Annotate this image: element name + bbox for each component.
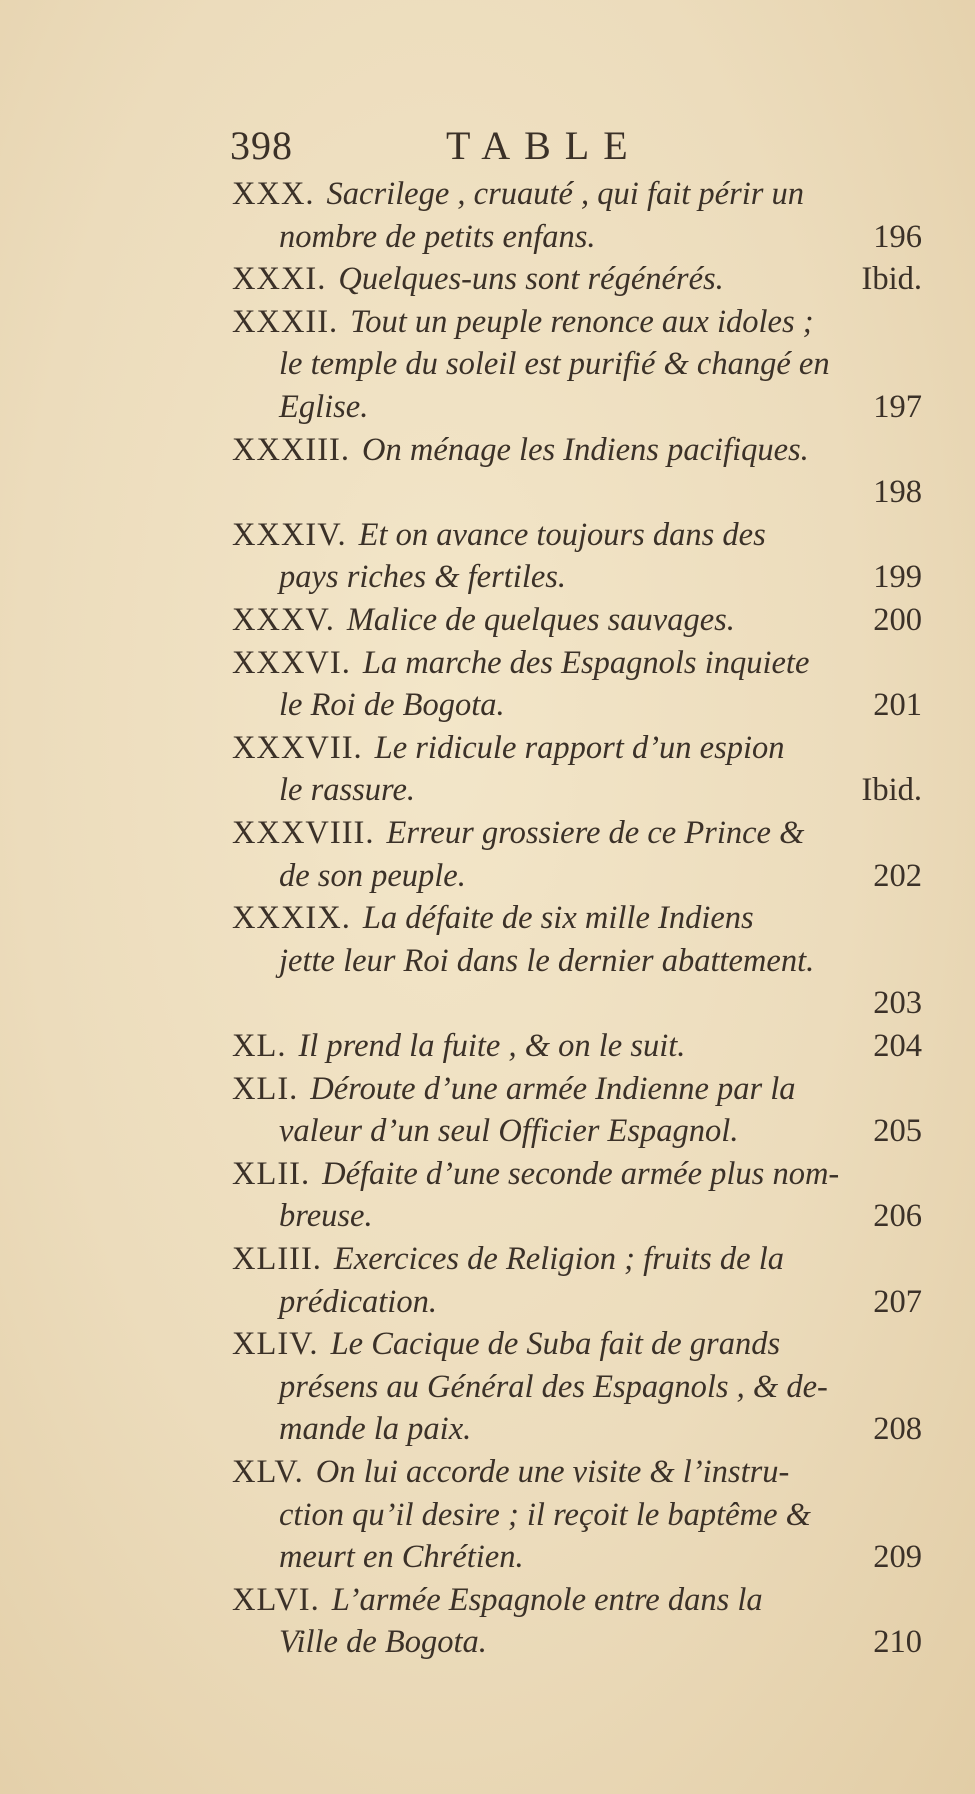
toc-continuation-line [279,472,922,512]
chapter-numeral: XXXIII. [232,431,351,468]
chapter-title-text: ction qu’il desire ; il reçoit le baptême & [279,1496,811,1533]
chapter-title-text: Malice de quelques sauvages. [346,602,735,638]
page-reference: 206 [873,1198,922,1235]
toc-continuation-line [279,557,922,597]
chapter-title-text: Quelques-uns sont régénérés. [338,261,724,298]
toc-continuation-line [279,856,922,896]
toc-continuation-line [279,1196,922,1236]
toc-continuation-line [279,685,922,725]
chapter-numeral: XLIV. [232,1326,319,1363]
chapter-numeral: XLII. [232,1155,311,1192]
toc-continuation-line [279,770,922,810]
chapter-numeral: XLI. [232,1070,299,1107]
page-reference: 205 [873,1113,922,1150]
toc-entry-line [232,1580,922,1620]
chapter-title-text: jette leur Roi dans le dernier abattement. [279,942,815,979]
chapter-title-text: On ménage les Indiens pacifiques. [362,431,809,468]
toc-continuation-line [279,1622,922,1662]
page-reference: 204 [873,1028,922,1064]
chapter-title-text: prédication. [279,1283,437,1320]
toc-entry-line [232,515,922,555]
toc-entry-line [232,1026,922,1066]
chapter-numeral: XLIII. [232,1241,322,1277]
toc-entry-line [232,430,922,470]
page-reference: 202 [873,857,922,894]
running-title: TABLE [446,123,642,168]
toc-entry-line [232,1069,922,1109]
toc-entry-line [232,728,922,768]
toc-entry-line [232,174,922,214]
chapter-numeral: XXXV. [232,602,335,638]
toc-continuation-line [279,941,922,981]
chapter-title-text: présens au Général des Espagnols , & de- [279,1368,828,1405]
chapter-title-text: Ville de Bogota. [279,1624,487,1661]
chapter-title-text: le rassure. [279,772,416,809]
chapter-title-text: Erreur grossiere de ce Prince & [386,815,805,851]
chapter-numeral: XXXIX. [232,900,351,937]
chapter-title-text: On lui accorde une visite & l’instru- [315,1454,790,1490]
chapter-title-text: Le Cacique de Suba fait de grands [330,1326,781,1363]
page-reference: 203 [873,985,922,1022]
chapter-title-text: breuse. [279,1198,373,1235]
chapter-title-text: La défaite de six mille Indiens [362,900,754,937]
page-reference: 209 [873,1539,922,1576]
page-reference: 207 [873,1283,922,1320]
toc-continuation-line [279,983,922,1023]
chapter-title-text: de son peuple. [279,857,466,894]
chapter-title-text: Sacrilege , cruauté , qui fait périr un [326,176,805,212]
chapter-title-text: Exercices de Religion ; fruits de la [333,1241,784,1277]
page-reference: Ibid. [861,772,922,809]
chapter-title-text: valeur d’un seul Officier Espagnol. [279,1113,739,1150]
page-number: 398 [230,123,293,168]
chapter-title-text: meurt en Chrétien. [279,1539,524,1576]
chapter-numeral: XXXI. [232,261,327,298]
toc-continuation-line [279,1495,922,1535]
chapter-numeral: XXX. [232,176,315,212]
toc-continuation-line [279,344,922,384]
chapter-title-text: mande la paix. [279,1411,472,1448]
chapter-title-text: le Roi de Bogota. [279,687,505,724]
page-reference: Ibid. [861,261,922,298]
page-reference: 196 [873,218,922,255]
chapter-numeral: XL. [232,1028,287,1064]
toc-continuation-line [279,387,922,427]
chapter-numeral: XLVI. [232,1581,320,1618]
toc-continuation-line [279,1367,922,1407]
toc-entry-line [232,1239,922,1279]
toc-continuation-line [279,217,922,257]
toc-continuation-line [279,1111,922,1151]
page-reference: 197 [873,389,922,425]
chapter-title-text: Le ridicule rapport d’un espion [374,729,785,766]
chapter-title-text: nombre de petits enfans. [279,218,596,255]
page-reference: 198 [873,474,922,511]
toc-entry-line [232,600,922,640]
page-reference: 199 [873,559,922,596]
chapter-numeral: XLV. [232,1454,304,1490]
toc-entry-line [232,813,922,853]
chapter-title-text: Déroute d’une armée Indienne par la [310,1070,796,1107]
chapter-title-text: Eglise. [279,389,369,425]
page-reference: 208 [873,1411,922,1448]
chapter-numeral: XXXII. [232,303,339,340]
chapter-title-text: La marche des Espagnols inquiete [362,644,810,681]
chapter-title-text: Tout un peuple renonce aux idoles ; [350,303,814,340]
chapter-numeral: XXXVIII. [232,815,375,851]
chapter-numeral: XXXIV. [232,516,347,553]
toc-entry-line [232,898,922,938]
chapter-title-text: Il prend la fuite , & on le suit. [298,1028,686,1064]
toc-continuation-line [279,1282,922,1322]
chapter-title-text: le temple du soleil est purifié & changé en [279,346,830,383]
chapter-title-text: Et on avance toujours dans des [358,516,766,553]
toc-entry-line [232,643,922,683]
chapter-title-text: Défaite d’une seconde armée plus nom- [322,1155,840,1192]
chapter-numeral: XXXVI. [232,644,351,681]
toc-continuation-line [279,1537,922,1577]
toc-entry-line [232,1154,922,1194]
page-reference: 210 [873,1624,922,1661]
toc-entry-line [232,259,922,299]
chapter-title-text: pays riches & fertiles. [279,559,567,596]
toc-continuation-line [279,1409,922,1449]
chapter-title-text: L’armée Espagnole entre dans la [331,1581,763,1618]
page-reference: 200 [873,602,922,638]
page-reference: 201 [873,687,922,724]
toc-entry-line [232,302,922,342]
toc-entry-line [232,1452,922,1492]
chapter-numeral: XXXVII. [232,729,363,766]
toc-entry-line [232,1324,922,1364]
